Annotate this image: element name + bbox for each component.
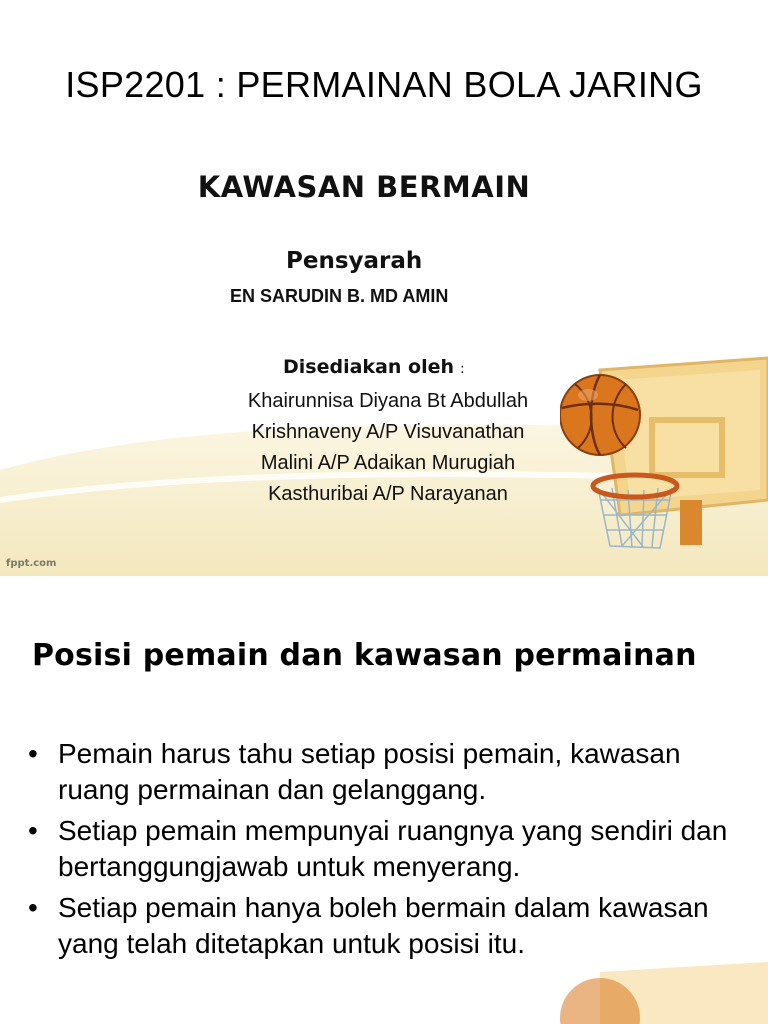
bullet-glyph: •: [28, 892, 38, 923]
basketball-hoop-illustration: [560, 350, 768, 560]
bracket-shape: [680, 500, 702, 545]
bullet-text: Pemain harus tahu setiap posisi pemain, kawasan ruang permainan dan gelanggang.: [58, 738, 681, 805]
author-name: Krishnaveny A/P Visuvanathan: [251, 421, 525, 443]
bullet-list: [28, 736, 748, 967]
lecturer-label: Pensyarah: [286, 248, 423, 274]
presentation-subtitle: KAWASAN BERMAIN: [197, 170, 531, 204]
bullet-item: [28, 736, 748, 808]
prepared-by-text: Disediakan oleh: [283, 356, 454, 378]
basketball-icon: [560, 375, 640, 455]
bullet-text: Setiap pemain hanya boleh bermain dalam kawasan yang telah ditetapkan untuk posisi itu.: [58, 892, 709, 959]
presentation-title: ISP2201 : PERMAINAN BOLA JARING: [65, 64, 703, 105]
prepared-by-label: [283, 356, 465, 378]
bullet-text: Setiap pemain mempunyai ruangnya yang sendiri dan bertanggungjawab untuk menyerang.: [58, 815, 728, 882]
watermark: fppt.com: [6, 558, 57, 569]
prepared-by-colon: :: [460, 361, 465, 377]
basketball-hoop-partial-illustration: [560, 942, 768, 1024]
content-slide: [0, 598, 768, 1024]
author-name: Malini A/P Adaikan Murugiah: [260, 452, 516, 474]
bullet-glyph: •: [28, 815, 38, 846]
author-list: [198, 386, 578, 510]
lecturer-name: EN SARUDIN B. MD AMIN: [230, 286, 449, 306]
author-name: Kasthuribai A/P Narayanan: [268, 483, 508, 505]
bullet-glyph: •: [28, 738, 38, 769]
author-name: Khairunnisa Diyana Bt Abdullah: [247, 390, 529, 412]
bullet-item: [28, 813, 748, 885]
slide-heading: Posisi pemain dan kawasan permainan: [32, 638, 697, 673]
